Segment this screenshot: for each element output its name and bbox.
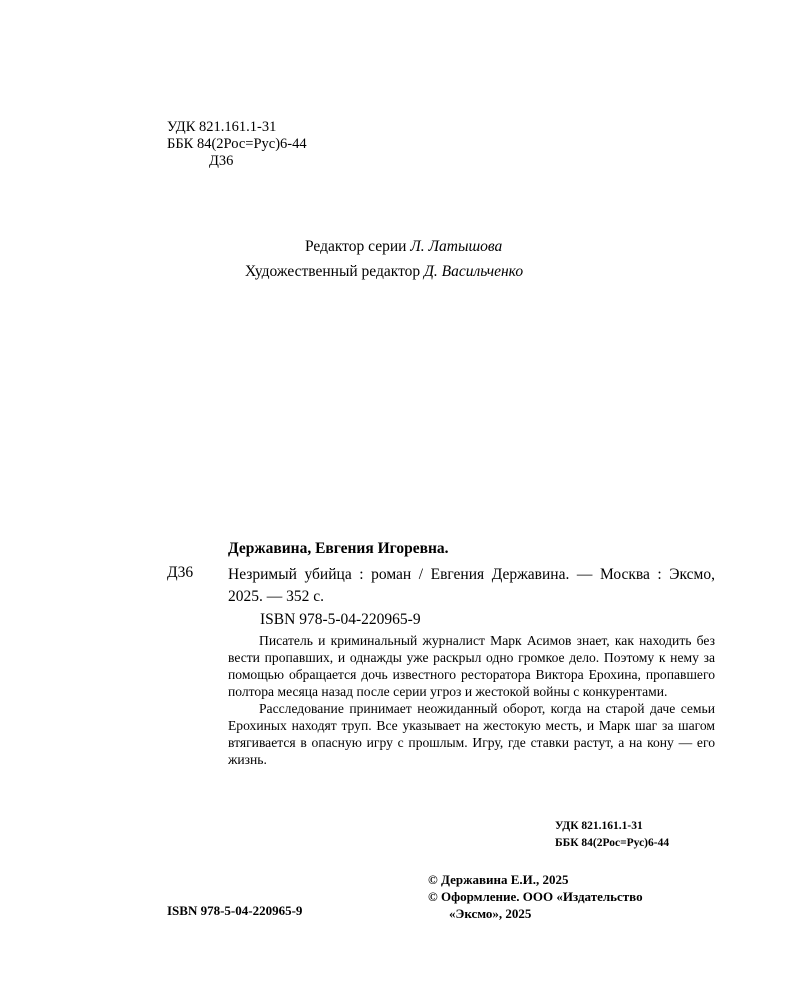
- annotation: [228, 632, 715, 768]
- card-author-mark: Д36: [167, 564, 194, 581]
- card-title-description: Незримый убийца : роман / Евгения Державина. — Москва : Эксмо, 2025. — 352 с.: [228, 566, 715, 605]
- udk-code: УДК 821.161.1-31: [167, 119, 277, 135]
- annotation-paragraph: Писатель и криминальный журналист Марк Асимов знает, как находить без вести пропавших, и однажды уже раскрыл одно громкое дело. Поэтому к нему за помощью обращается дочь известного ресторатора Виктора Ерохина, пропавшего полтора месяца назад после серии угроз и жестокой войны с конкурентами.: [228, 633, 715, 699]
- small-classification: [555, 818, 669, 852]
- card-author: Державина, Евгения Игоревна.: [228, 540, 449, 557]
- author-mark: Д36: [209, 153, 234, 169]
- copyright-design-cont: «Эксмо», 2025: [449, 906, 532, 921]
- art-editor-label: Художественный редактор: [245, 263, 421, 280]
- editors-block: [0, 234, 800, 286]
- bbk-code: ББК 84(2Рос=Рус)6-44: [167, 136, 307, 152]
- art-editor-line: [245, 259, 523, 284]
- copyright-author: © Державина Е.И., 2025: [428, 872, 569, 887]
- small-bbk: ББК 84(2Рос=Рус)6-44: [555, 837, 670, 849]
- art-editor-name: Д. Васильченко: [424, 263, 524, 280]
- copyright-block: [428, 871, 643, 922]
- small-udk: УДК 821.161.1-31: [555, 820, 643, 832]
- catalog-card: [167, 540, 715, 630]
- annotation-paragraph: Расследование принимает неожиданный оборот, когда на старой даче семьи Ерохиных находят труп. Все указывает на жестокую месть, и Марк шаг за шагом втягивается в опасную игру с прошлым. Игру, где ставки растут, а на кону — его жизнь.: [228, 701, 715, 767]
- isbn-bottom: ISBN 978-5-04-220965-9: [167, 903, 303, 918]
- copyright-design: © Оформление. ООО «Издательство: [428, 889, 643, 904]
- series-editor-label: Редактор серии: [305, 238, 407, 255]
- series-editor-line: [305, 234, 502, 259]
- classification-block: [167, 119, 307, 170]
- card-isbn: ISBN 978-5-04-220965-9: [260, 611, 421, 628]
- series-editor-name: Л. Латышова: [410, 238, 503, 255]
